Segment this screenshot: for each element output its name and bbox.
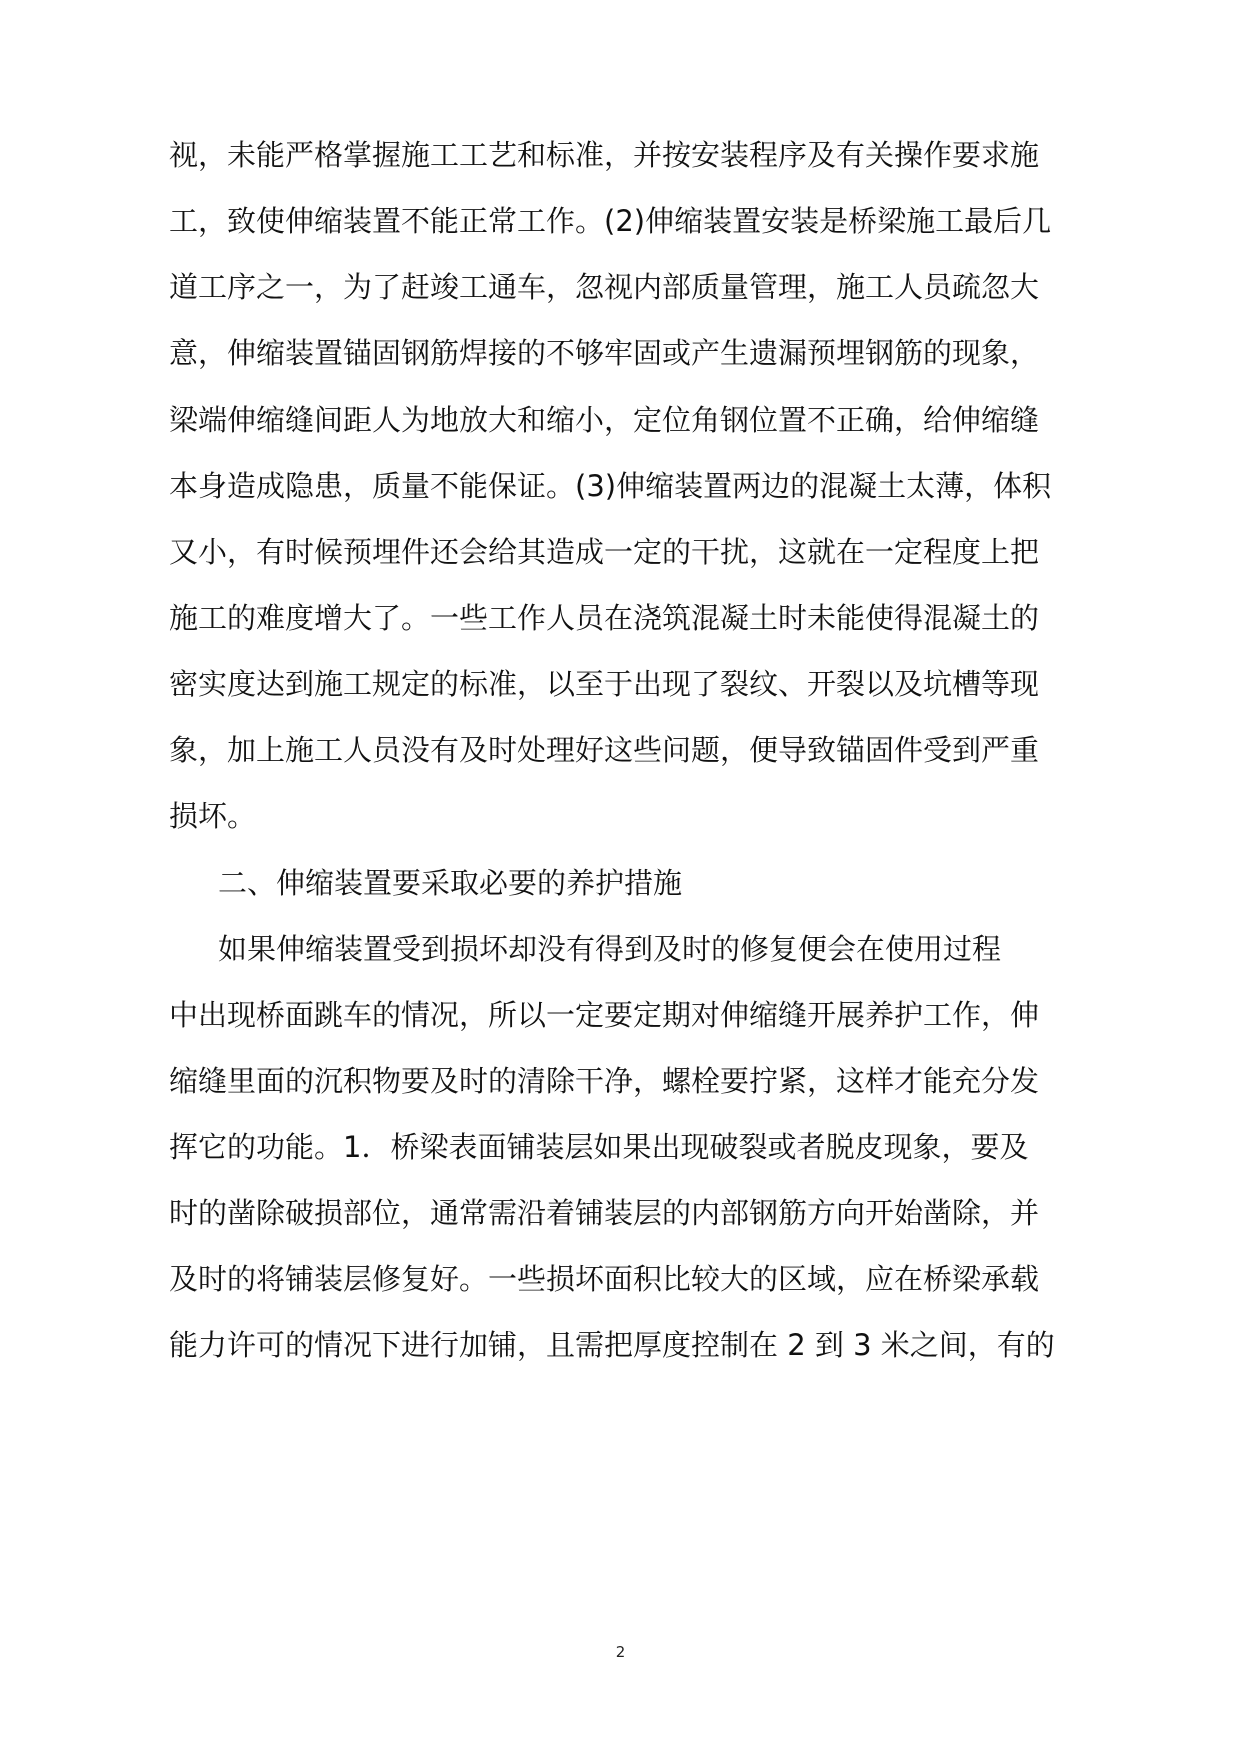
text-line: 损坏。 — [169, 799, 257, 833]
page-number: 2 — [615, 1643, 626, 1661]
text-line: 道工序之一，为了赶竣工通车，忽视内部质量管理，施工人员疏忽大 — [169, 270, 1040, 304]
text-line: 本身造成隐患，质量不能保证。(3)伸缩装置两边的混凝土太薄，体积 — [169, 469, 1052, 503]
text-line: 工，致使伸缩装置不能正常工作。(2)伸缩装置安装是桥梁施工最后几 — [169, 204, 1052, 238]
text-line: 挥它的功能。1．桥梁表面铺装层如果出现破裂或者脱皮现象，要及 — [169, 1130, 1029, 1164]
section-heading: 二、伸缩装置要采取必要的养护措施 — [218, 866, 683, 900]
text-line: 梁端伸缩缝间距人为地放大和缩小，定位角钢位置不正确，给伸缩缝 — [169, 403, 1040, 437]
text-line: 时的凿除破损部位，通常需沿着铺装层的内部钢筋方向开始凿除，并 — [169, 1196, 1040, 1230]
text-line: 象，加上施工人员没有及时处理好这些问题，便导致锚固件受到严重 — [169, 733, 1040, 767]
text-line: 意，伸缩装置锚固钢筋焊接的不够牢固或产生遗漏预埋钢筋的现象， — [169, 336, 1040, 370]
text-line: 及时的将铺装层修复好。一些损坏面积比较大的区域，应在桥梁承载 — [169, 1262, 1040, 1296]
text-line: 缩缝里面的沉积物要及时的清除干净，螺栓要拧紧，这样才能充分发 — [169, 1064, 1040, 1098]
text-line: 能力许可的情况下进行加铺，且需把厚度控制在 2 到 3 米之间，有的 — [169, 1328, 1055, 1362]
text-line: 视，未能严格掌握施工工艺和标准，并按安装程序及有关操作要求施 — [169, 138, 1040, 172]
text-line: 中出现桥面跳车的情况，所以一定要定期对伸缩缝开展养护工作，伸 — [169, 998, 1040, 1032]
text-line: 如果伸缩装置受到损坏却没有得到及时的修复便会在使用过程 — [218, 932, 1002, 966]
text-line: 施工的难度增大了。一些工作人员在浇筑混凝土时未能使得混凝土的 — [169, 601, 1040, 635]
text-line: 又小，有时候预埋件还会给其造成一定的干扰，这就在一定程度上把 — [169, 535, 1040, 569]
text-line: 密实度达到施工规定的标准，以至于出现了裂纹、开裂以及坑槽等现 — [169, 667, 1040, 701]
